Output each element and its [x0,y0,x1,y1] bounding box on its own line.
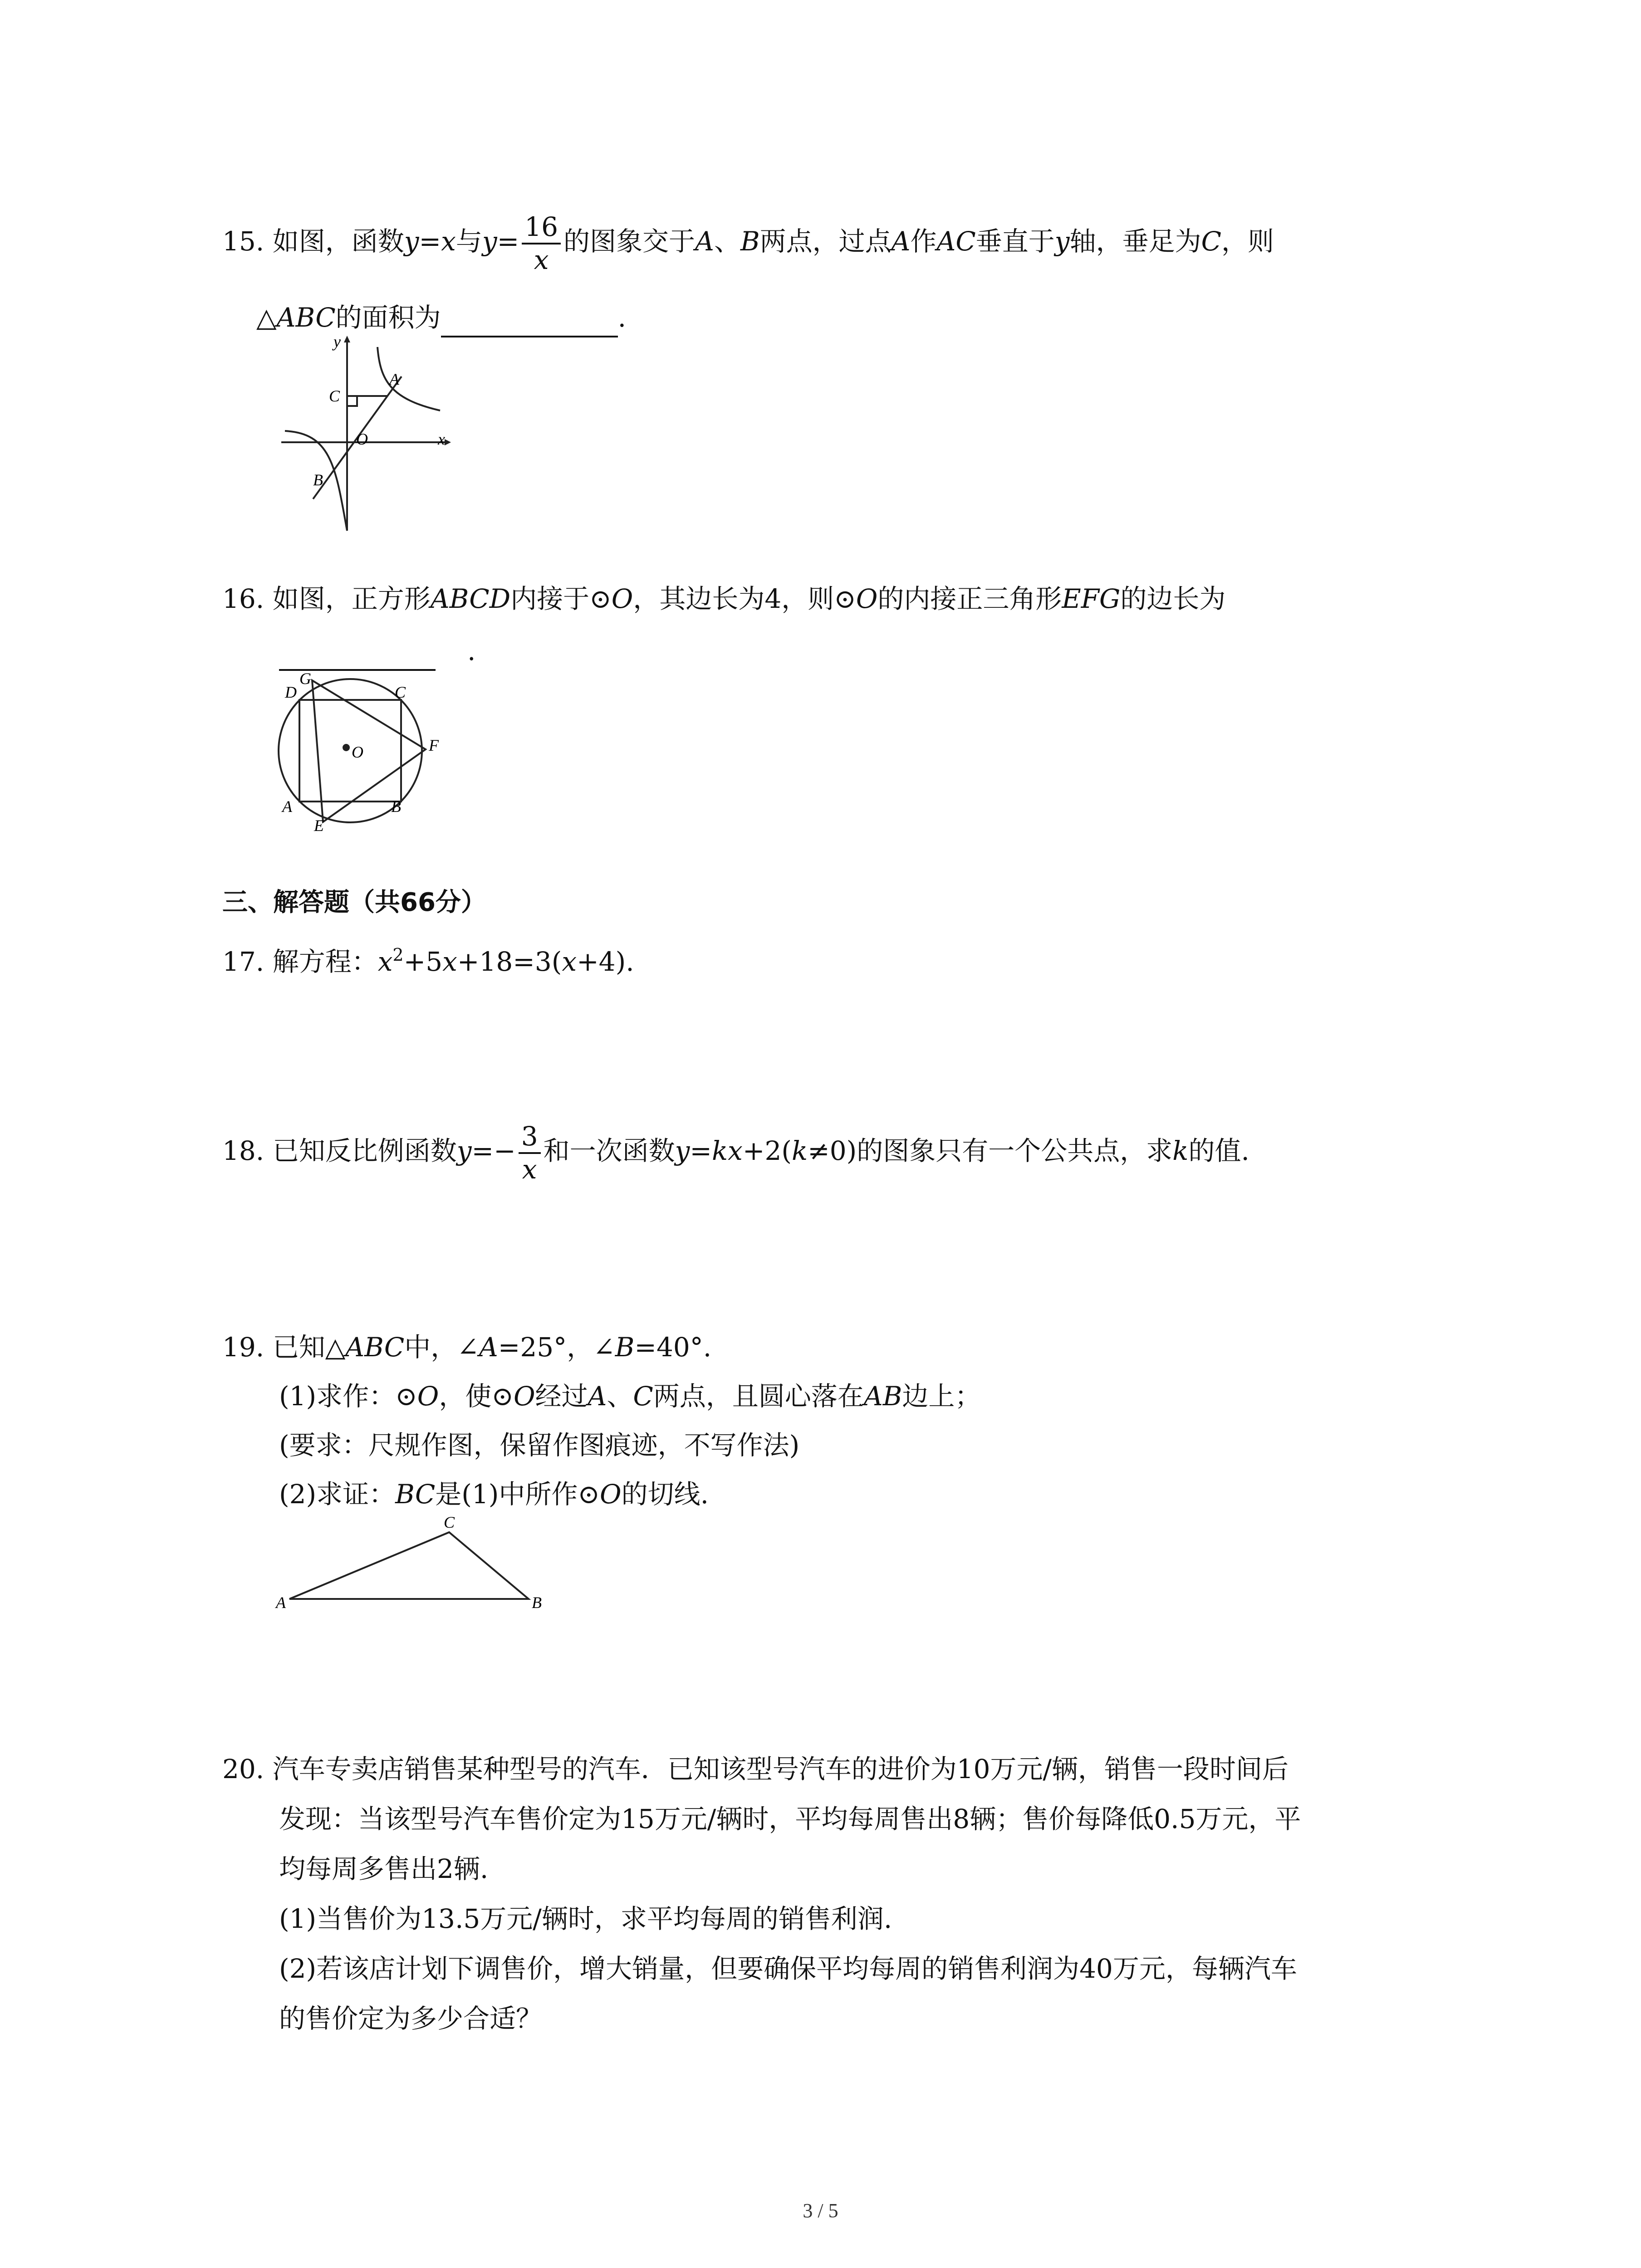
q16-line2: . [279,633,475,671]
fig15-label-y: y [333,332,341,351]
fig16-label-C: C [395,683,406,701]
answer-blank [441,299,618,337]
fig19-label-B: B [532,1593,542,1612]
fig16-label-D: D [285,683,297,701]
q16-figure [272,671,454,839]
fig19-label-A: A [276,1593,286,1612]
q18-number: 18. [222,1135,265,1166]
fig16-label-B: B [391,797,401,816]
q19-number: 19. [222,1332,265,1363]
q16-number: 16. [222,583,265,614]
q20-line1: 20. 汽车专卖店销售某种型号的汽车．已知该型号汽车的进价为10万元/辆，销售一段时间后 [222,1754,1289,1784]
fraction-16-over-x: $\frac{16}{x}$ [522,213,561,274]
q18-line1: 18. 已知反比例函数y=− $\frac{3}{x}$ 和一次函数y=kx+2(k≠0)的图象只有一个公共点，求k的值. [222,1121,1249,1185]
q19-line3: (要求：尺规作图，保留作图痕迹，不写作法) [279,1430,800,1461]
q17-number: 17. [222,946,265,977]
fig16-label-A: A [282,797,292,816]
q20-line4: (1)当售价为13.5万元/辆时，求平均每周的销售利润. [279,1903,892,1934]
fig15-label-O: O [356,430,368,448]
section-title: 三、解答题（共66分） [222,888,486,917]
q15-figure [272,331,463,535]
q15-line1: 15. 如图，函数y=x与y= $\frac{16}{x}$ 的图象交于A、B两点，过点A作AC垂直于y轴，垂足为C，则 [222,211,1274,275]
q15-number: 15. [222,225,265,257]
fig19-label-C: C [444,1515,455,1531]
q20-line5: (2)若该店计划下调售价，增大销量，但要确保平均每周的销售利润为40万元，每辆汽车 [279,1953,1297,1984]
page-number: 3 / 5 [803,2200,838,2222]
fig15-label-C: C [329,387,340,405]
answer-blank [279,633,436,671]
q19-line4: (2)求证：BC是(1)中所作⊙O的切线. [279,1479,709,1510]
q20-line6: 的售价定为多少合适？ [279,2003,543,2034]
fraction-3-over-x: $\frac{3}{x}$ [519,1123,541,1183]
q20-line2: 发现：当该型号汽车售价定为15万元/辆时，平均每周售出8辆；售价每降低0.5万元，平 [279,1804,1301,1834]
fig15-label-B: B [313,471,323,489]
q20-line3: 均每周多售出2辆. [279,1853,489,1884]
q15-line2: △ABC的面积为 . [256,299,626,337]
fig16-label-O: O [352,743,363,761]
q19-figure [272,1515,563,1624]
fig15-label-x: x [438,430,445,448]
q19-line1: 19. 已知△ABC中，∠A=25°，∠B=40°. [222,1332,712,1363]
fig15-label-A: A [389,370,399,388]
q16-line1: 16. 如图，正方形ABCD内接于⊙O，其边长为4，则⊙O的内接正三角形EFG的边长为 [222,583,1226,614]
q17-line1: 17. 解方程：$x^2+5x+18=3(x+4)$. [222,945,634,977]
q19-line2: (1)求作：⊙O，使⊙O经过A、C两点，且圆心落在AB边上； [279,1381,981,1412]
q20-number: 20. [222,1754,265,1784]
fig16-label-E: E [314,816,324,835]
fig16-label-G: G [299,671,311,688]
fig16-label-F: F [429,736,439,754]
